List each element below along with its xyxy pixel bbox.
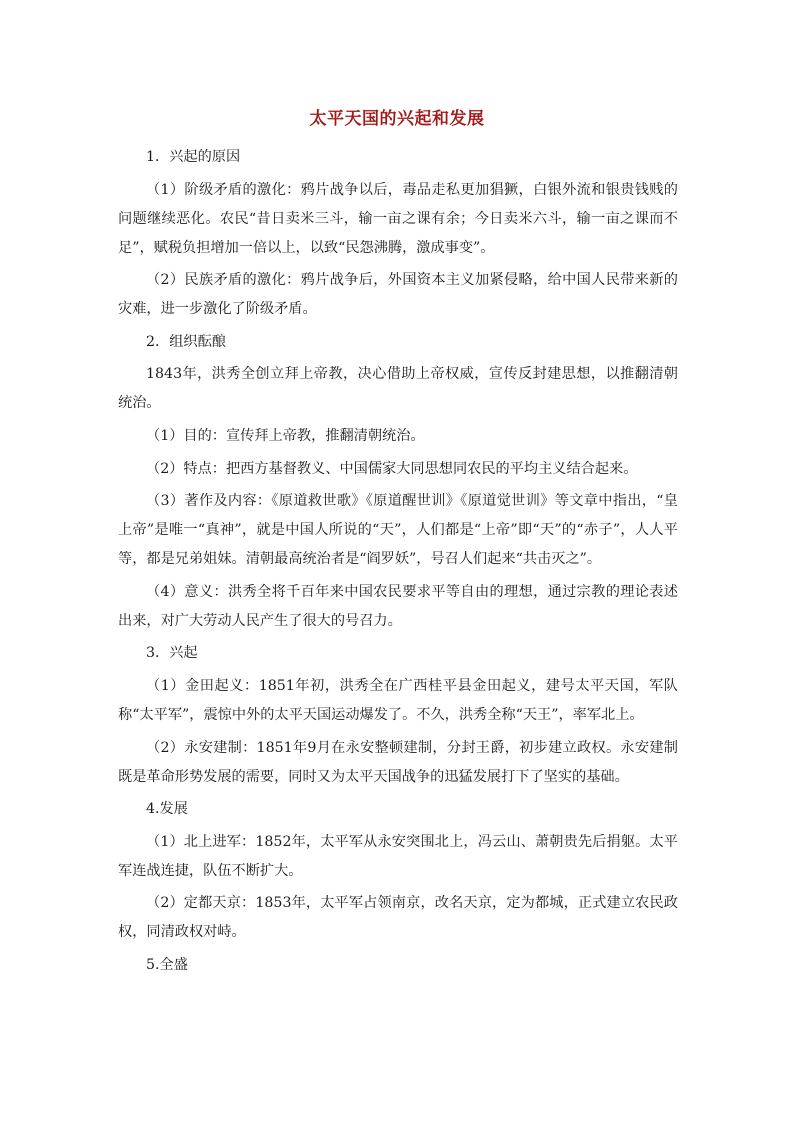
paragraph: （2）特点：把西方基督教义、中国儒家大同思想同农民的平均主义结合起来。: [146, 460, 638, 477]
section-heading: 1．兴起的原因: [146, 149, 241, 165]
paragraph: （3）著作及内容：《原道救世歌》《原道醒世训》《原道觉世训》等文章中指出，“皇上帝”是唯一“真神”，就是中国人所说的“天”，人们都是“上帝”即“天”的“赤子”，人人平等，都是兄弟姐妹。清朝最高统治者是“阎罗妖”，号召人们起来“共击灭之”。: [118, 493, 678, 568]
paragraph: 1843年，洪秀全创立拜上帝教，决心借助上帝权威，宣传反封建思想，以推翻清朝统治。: [118, 366, 678, 412]
paragraph: （4）意义：洪秀全将千百年来中国农民要求平等自由的理想，通过宗教的理论表述出来，对广大劳动人民产生了很大的号召力。: [118, 583, 678, 629]
section-heading: 2．组织酝酿: [146, 333, 226, 350]
paragraph: （2）永安建制：1851年9月在永安整顿建制，分封王爵，初步建立政权。永安建制既是革命形势发展的需要，同时又为太平天国战争的迅猛发展打下了坚实的基础。: [118, 739, 678, 785]
document-body: [118, 143, 678, 984]
paragraph: （1）阶级矛盾的激化：鸦片战争以后，毒品走私更加猖獗，白银外流和银贵钱贱的问题继续恶化。农民“昔日卖米三斗，输一亩之课有余；今日卖米六斗，输一亩之课而不足”，赋税负担增加一倍以上，以致“民怨沸腾，激成事变”。: [118, 181, 678, 256]
section-heading: 5.全盛: [146, 956, 188, 973]
paragraph: （1）金田起义：1851年初，洪秀全在广西桂平县金田起义，建号太平天国，军队称“太平军”，震惊中外的太平天国运动爆发了。不久，洪秀全称“天王”，率军北上。: [118, 677, 678, 723]
paragraph: （2）民族矛盾的激化：鸦片战争后，外国资本主义加紧侵略，给中国人民带来新的灾难，进一步激化了阶级矛盾。: [118, 272, 678, 318]
paragraph: （1）目的：宣传拜上帝教，推翻清朝统治。: [146, 427, 425, 444]
section-heading: 4.发展: [146, 801, 188, 818]
section-heading: 3．兴起: [146, 645, 198, 662]
document-title: 太平天国的兴起和发展: [309, 109, 485, 129]
paragraph: （1）北上进军：1852年，太平军从永安突围北上，冯云山、萧朝贵先后捐躯。太平军连战连捷，队伍不断扩大。: [118, 833, 678, 879]
paragraph: （2）定都天京：1853年，太平军占领南京，改名天京，定为都城，正式建立农民政权，同清政权对峙。: [118, 895, 678, 941]
